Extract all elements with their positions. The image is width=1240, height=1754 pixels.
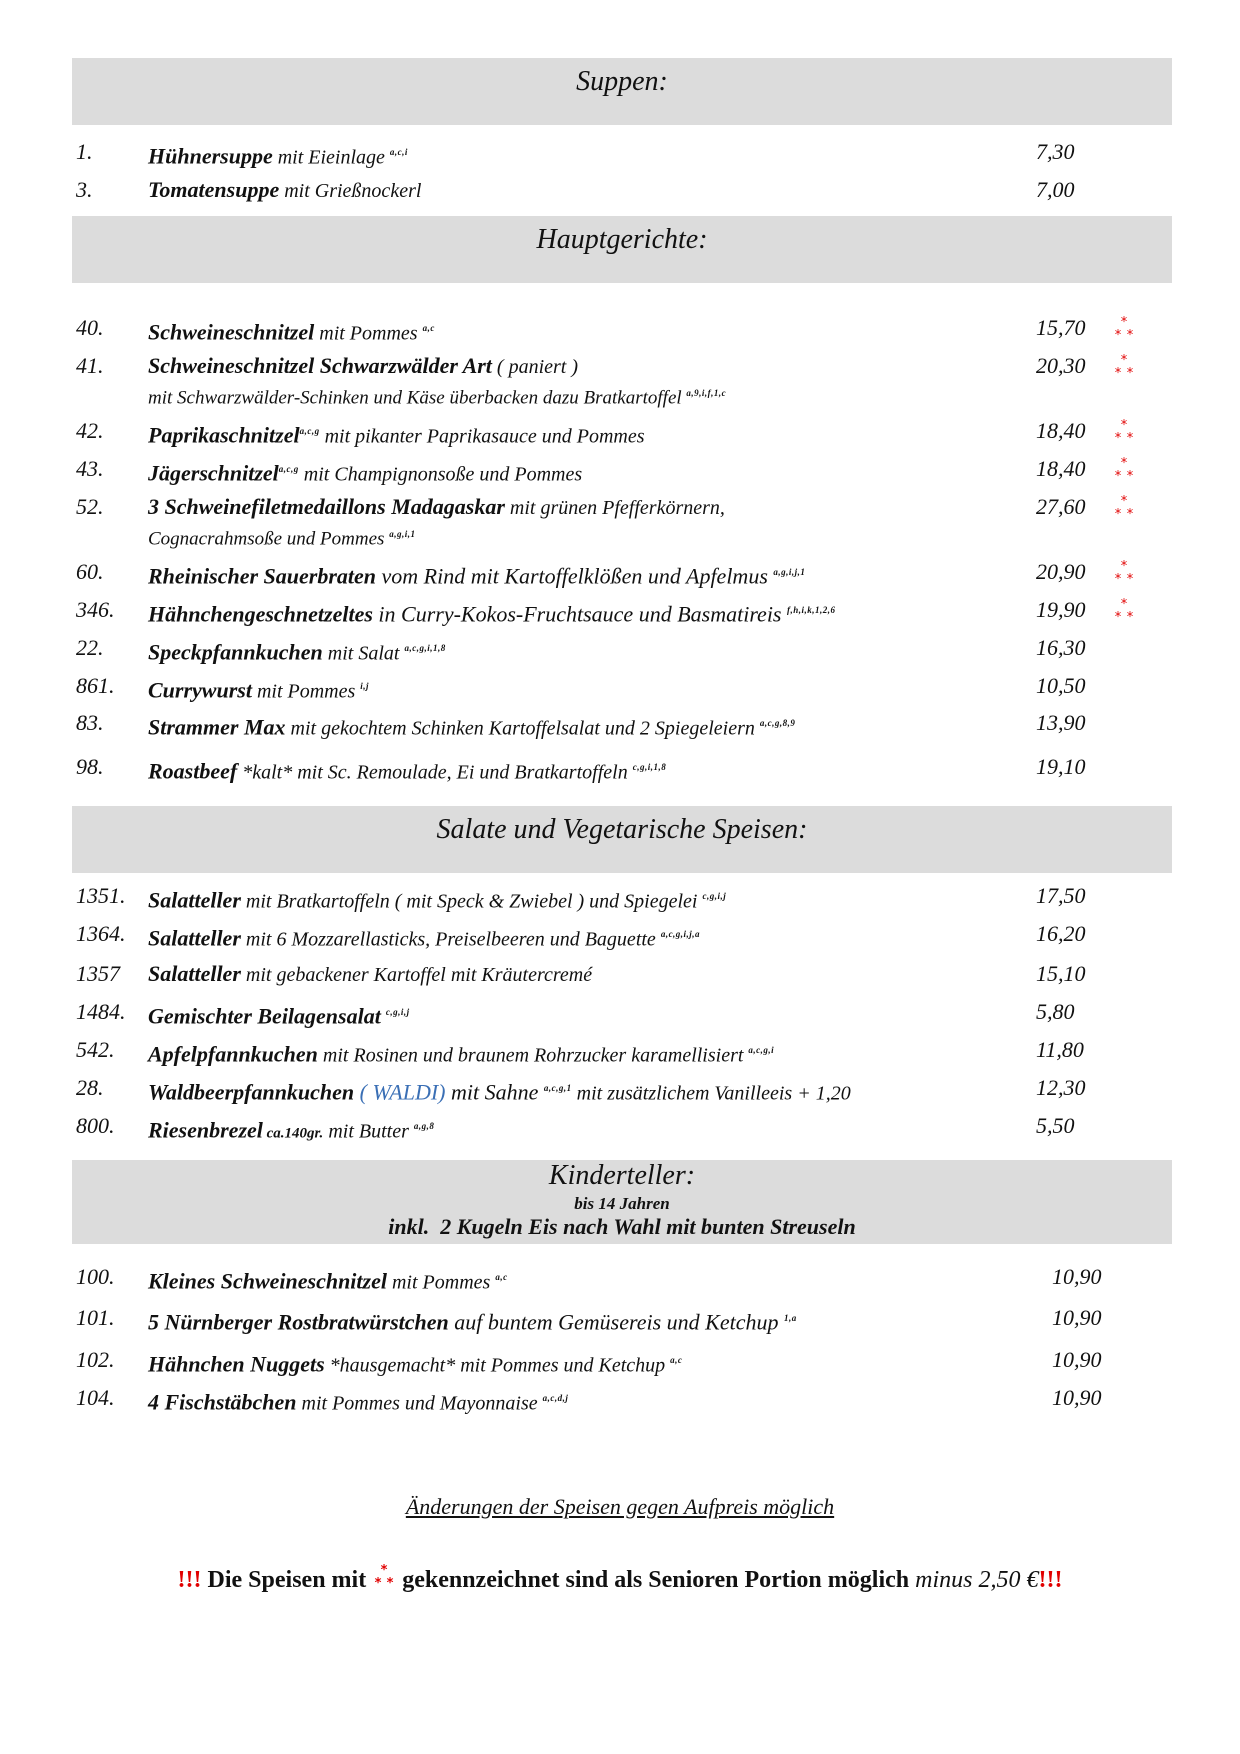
allergen-codes: a,c,i [389,147,408,157]
allergen-codes: a,c,g,i,j,a [660,929,701,939]
allergen-codes: a,c [422,323,435,333]
menu-item [72,1035,1172,1065]
senior-portion-icon [1112,418,1136,446]
section-title-kinderteller: Kinderteller: [548,1160,696,1191]
footer-text-2: gekennzeichnet sind als Senioren Portion möglich [396,1567,916,1593]
item-price: 16,20 [1036,921,1086,946]
item-text [148,1383,568,1418]
item-name: 5 Nürnberger Rostbratwürstchen [148,1309,449,1335]
footer-discount: minus 2,50 € [915,1567,1039,1593]
allergen-codes: a,g,8 [413,1121,435,1131]
menu-item [72,454,1172,484]
item-desc: mit gebackener Kartoffel mit Kräutercremé [240,964,593,986]
item-name: Rheinischer Sauerbraten [148,563,376,589]
item-text [148,959,592,990]
allergen-codes: a,c [670,1355,683,1365]
item-name: Currywurst [148,677,252,703]
menu-item [72,1262,1172,1292]
item-price: 18,40 [1036,418,1086,443]
senior-footer-note [0,1563,1240,1594]
item-price: 20,90 [1036,559,1086,584]
senior-portion-icon [1112,456,1136,484]
allergen-codes: a,c,g,i [748,1045,775,1055]
item-desc-extra: mit zusätzlichem Vanilleeis + 1,20 [571,1082,851,1105]
menu-item [72,1111,1172,1141]
menu-item [72,959,1172,989]
section-band-hauptgerichte [72,216,1172,283]
item-number: 104. [76,1385,115,1410]
item-desc: ( paniert ) [491,356,579,378]
senior-portion-icon [1112,597,1136,625]
item-price: 19,10 [1036,754,1086,779]
item-desc: mit Pommes und Mayonnaise [296,1392,543,1415]
item-number: 1484. [76,999,126,1024]
item-price: 18,40 [1036,456,1086,481]
item-text [148,454,582,489]
item-name: Hähnchen Nuggets [148,1351,325,1377]
item-name: Apfelpfannkuchen [148,1041,318,1067]
footer-text-1: Die Speisen mit [201,1567,373,1593]
item-text [148,1303,797,1337]
item-text [148,492,725,523]
allergen-codes: a,c,g,1 [543,1083,572,1093]
item-price: 16,30 [1036,635,1086,660]
item-desc: mit gekochtem Schinken Kartoffelsalat und 2 Spiegeleiern [285,717,760,740]
item-price: 11,80 [1036,1037,1084,1062]
allergen-codes: a,g,i,1 [389,529,416,539]
item-text [148,752,666,787]
item-desc: mit Bratkartoffeln ( mit Speck & Zwiebel ) und Spiegelei [240,890,703,913]
item-desc: mit Eieinlage [272,146,390,169]
item-name: Salatteller [148,961,241,986]
item-text [148,633,446,668]
item-price: 7,30 [1036,139,1075,164]
item-text [148,708,795,743]
item-desc: mit Pommes [251,680,361,703]
item-text [148,351,578,382]
item-number: 1364. [76,921,126,946]
item-text [148,175,421,206]
item-price: 10,90 [1052,1385,1102,1410]
item-text [148,1035,774,1070]
menu-item [72,1383,1172,1413]
item-weight: ca.140gr. [262,1125,324,1142]
senior-portion-icon [372,1563,396,1591]
kinderteller-age-note: bis 14 Jahren [574,1194,670,1213]
allergen-codes: a,9,i,f,1,c [686,388,727,398]
item-price: 5,80 [1036,999,1075,1024]
item-desc: in Curry-Kokos-Fruchtsauce und Basmatireis [372,601,787,627]
menu-item [72,492,1172,522]
allergen-codes: c,g,i,j [702,891,727,901]
item-price: 15,10 [1036,961,1086,986]
item-name: Riesenbrezel [148,1117,263,1143]
item-number: 83. [76,710,104,735]
senior-portion-icon [1112,353,1136,381]
menu-item [72,557,1172,587]
menu-item [72,313,1172,343]
item-desc: mit Salat [322,642,405,665]
item-text [148,1073,851,1108]
item-number: 52. [76,494,104,519]
allergen-codes: i,j [360,681,370,691]
item-text [148,557,805,591]
item-desc: mit pikanter Paprikasauce und Pommes [319,425,645,448]
item-price: 10,90 [1052,1347,1102,1372]
item-number: 1357 [76,961,120,986]
item-text [148,1262,508,1297]
item-price: 17,50 [1036,883,1086,908]
item-name: Waldbeerpfannkuchen [148,1079,355,1105]
item-text [148,881,726,916]
allergen-codes: a,c,g,8,9 [759,718,796,728]
item-name: Roastbeef [148,758,238,784]
item-number: 98. [76,754,104,779]
section-title-suppen: Suppen: [576,66,668,97]
item-text [148,416,645,451]
item-price: 12,30 [1036,1075,1086,1100]
item-number: 40. [76,315,104,340]
allergen-codes: a,g,i,j,1 [773,567,806,577]
item-number: 41. [76,353,104,378]
item-name: Hähnchengeschnetzeltes [148,601,373,627]
menu-item [72,671,1172,701]
section-band-kinderteller [72,1160,1172,1244]
item-number: 102. [76,1347,115,1372]
item-number: 861. [76,673,115,698]
item-price: 27,60 [1036,494,1086,519]
menu-item [72,752,1172,782]
item-name: Schweineschnitzel Schwarzwälder Art [148,353,492,378]
item-desc: auf buntem Gemüsereis und Ketchup [448,1309,784,1335]
item-desc: mit Rosinen und braunem Rohrzucker karamellisiert [317,1044,749,1067]
menu-item [72,595,1172,625]
senior-portion-icon [1112,494,1136,522]
menu-item [72,175,1172,205]
menu-item [72,1303,1172,1333]
allergen-codes: a,c,g [299,426,320,436]
item-desc: mit Grießnockerl [279,180,422,202]
item-number: 1351. [76,883,126,908]
item-text [148,595,836,629]
allergen-codes: c,g,i,1,8 [632,762,667,772]
item-number: 101. [76,1305,115,1330]
item-desc: mit Sahne [445,1079,544,1105]
item-price: 7,00 [1036,177,1075,202]
section-band-suppen [72,58,1172,125]
item-name: Salatteller [148,887,241,913]
item-number: 28. [76,1075,104,1100]
allergen-codes: a,c,g [278,464,299,474]
item-price: 20,30 [1036,353,1086,378]
item-price: 19,90 [1036,597,1086,622]
allergen-codes: a,c,g,i,1,8 [404,643,446,653]
item-text [148,1111,434,1148]
item-desc-line2 [148,522,1048,551]
item-text [148,671,369,706]
allergen-codes: f,h,i,k,1,2,6 [787,605,836,615]
item-name: 3 Schweinefiletmedaillons Madagaskar [148,494,505,519]
item-desc-line2-text: Cognacrahmsoße und Pommes [148,528,390,550]
item-desc-line2 [148,381,1048,410]
item-text [148,137,408,172]
item-desc-line2-text: mit Schwarzwälder-Schinken und Käse überbacken dazu Bratkartoffel [148,387,687,409]
section-band-salate [72,806,1172,873]
menu-item [72,1345,1172,1375]
item-name: 4 Fischstäbchen [148,1389,297,1415]
allergen-codes: 1,a [784,1313,797,1323]
item-desc: mit 6 Mozzarellasticks, Preiselbeeren und Baguette [240,928,661,951]
item-price: 10,90 [1052,1264,1102,1289]
menu-item [72,1073,1172,1103]
item-number: 43. [76,456,104,481]
item-desc: *kalt* mit Sc. Remoulade, Ei und Bratkartoffeln [237,761,633,784]
item-desc: mit grünen Pfefferkörnern, [504,497,725,519]
menu-item [72,708,1172,738]
item-text [148,997,410,1032]
item-name: Kleines Schweineschnitzel [148,1268,387,1294]
item-number: 100. [76,1264,115,1289]
item-price: 10,50 [1036,673,1086,698]
senior-portion-icon [1112,315,1136,343]
item-desc: mit Butter [323,1120,414,1143]
item-desc: mit Champignonsoße und Pommes [298,463,583,486]
kinderteller-ice-note: inkl. 2 Kugeln Eis nach Wahl mit bunten Streuseln [388,1214,856,1239]
menu-item [72,137,1172,167]
item-name: Speckpfannkuchen [148,639,323,665]
item-number: 22. [76,635,104,660]
item-name: Schweineschnitzel [148,319,315,345]
senior-portion-icon [1112,559,1136,587]
changes-note: Änderungen der Speisen gegen Aufpreis möglich [405,1494,835,1519]
item-number: 60. [76,559,104,584]
menu-item [72,997,1172,1027]
item-price: 10,90 [1052,1305,1102,1330]
item-price: 15,70 [1036,315,1086,340]
waldi-label: ( WALDI) [354,1079,446,1105]
item-text [148,1345,682,1380]
item-name: Salatteller [148,925,241,951]
item-name: Hühnersuppe [148,143,273,169]
allergen-codes: c,g,i,j [385,1007,410,1017]
exclamation-right: !!! [1038,1567,1063,1593]
item-name: Tomatensuppe [148,177,280,202]
exclamation-left: !!! [177,1567,202,1593]
section-title-salate: Salate und Vegetarische Speisen: [436,814,808,845]
item-number: 542. [76,1037,115,1062]
item-price: 5,50 [1036,1113,1075,1138]
allergen-codes: a,c,d,j [542,1393,569,1403]
item-desc: mit Pommes [386,1271,496,1294]
menu-item [72,416,1172,446]
item-number: 3. [76,177,93,202]
item-name: Jägerschnitzel [148,460,279,486]
menu-item [72,881,1172,911]
item-price: 13,90 [1036,710,1086,735]
item-number: 42. [76,418,104,443]
item-desc: vom Rind mit Kartoffelklößen und Apfelmus [376,563,774,589]
section-title-hauptgerichte: Hauptgerichte: [536,224,708,255]
allergen-codes: a,c [495,1272,508,1282]
item-name: Paprikaschnitzel [148,422,300,448]
item-number: 800. [76,1113,115,1138]
item-desc: mit Pommes [314,322,423,345]
item-number: 1. [76,139,93,164]
item-name: Gemischter Beilagensalat [148,1003,381,1029]
menu-item [72,919,1172,949]
item-text [148,313,435,348]
item-number: 346. [76,597,115,622]
item-text [148,919,700,954]
item-desc: *hausgemacht* mit Pommes und Ketchup [324,1354,671,1377]
item-name: Strammer Max [148,714,286,740]
menu-item [72,351,1172,381]
menu-item [72,633,1172,663]
